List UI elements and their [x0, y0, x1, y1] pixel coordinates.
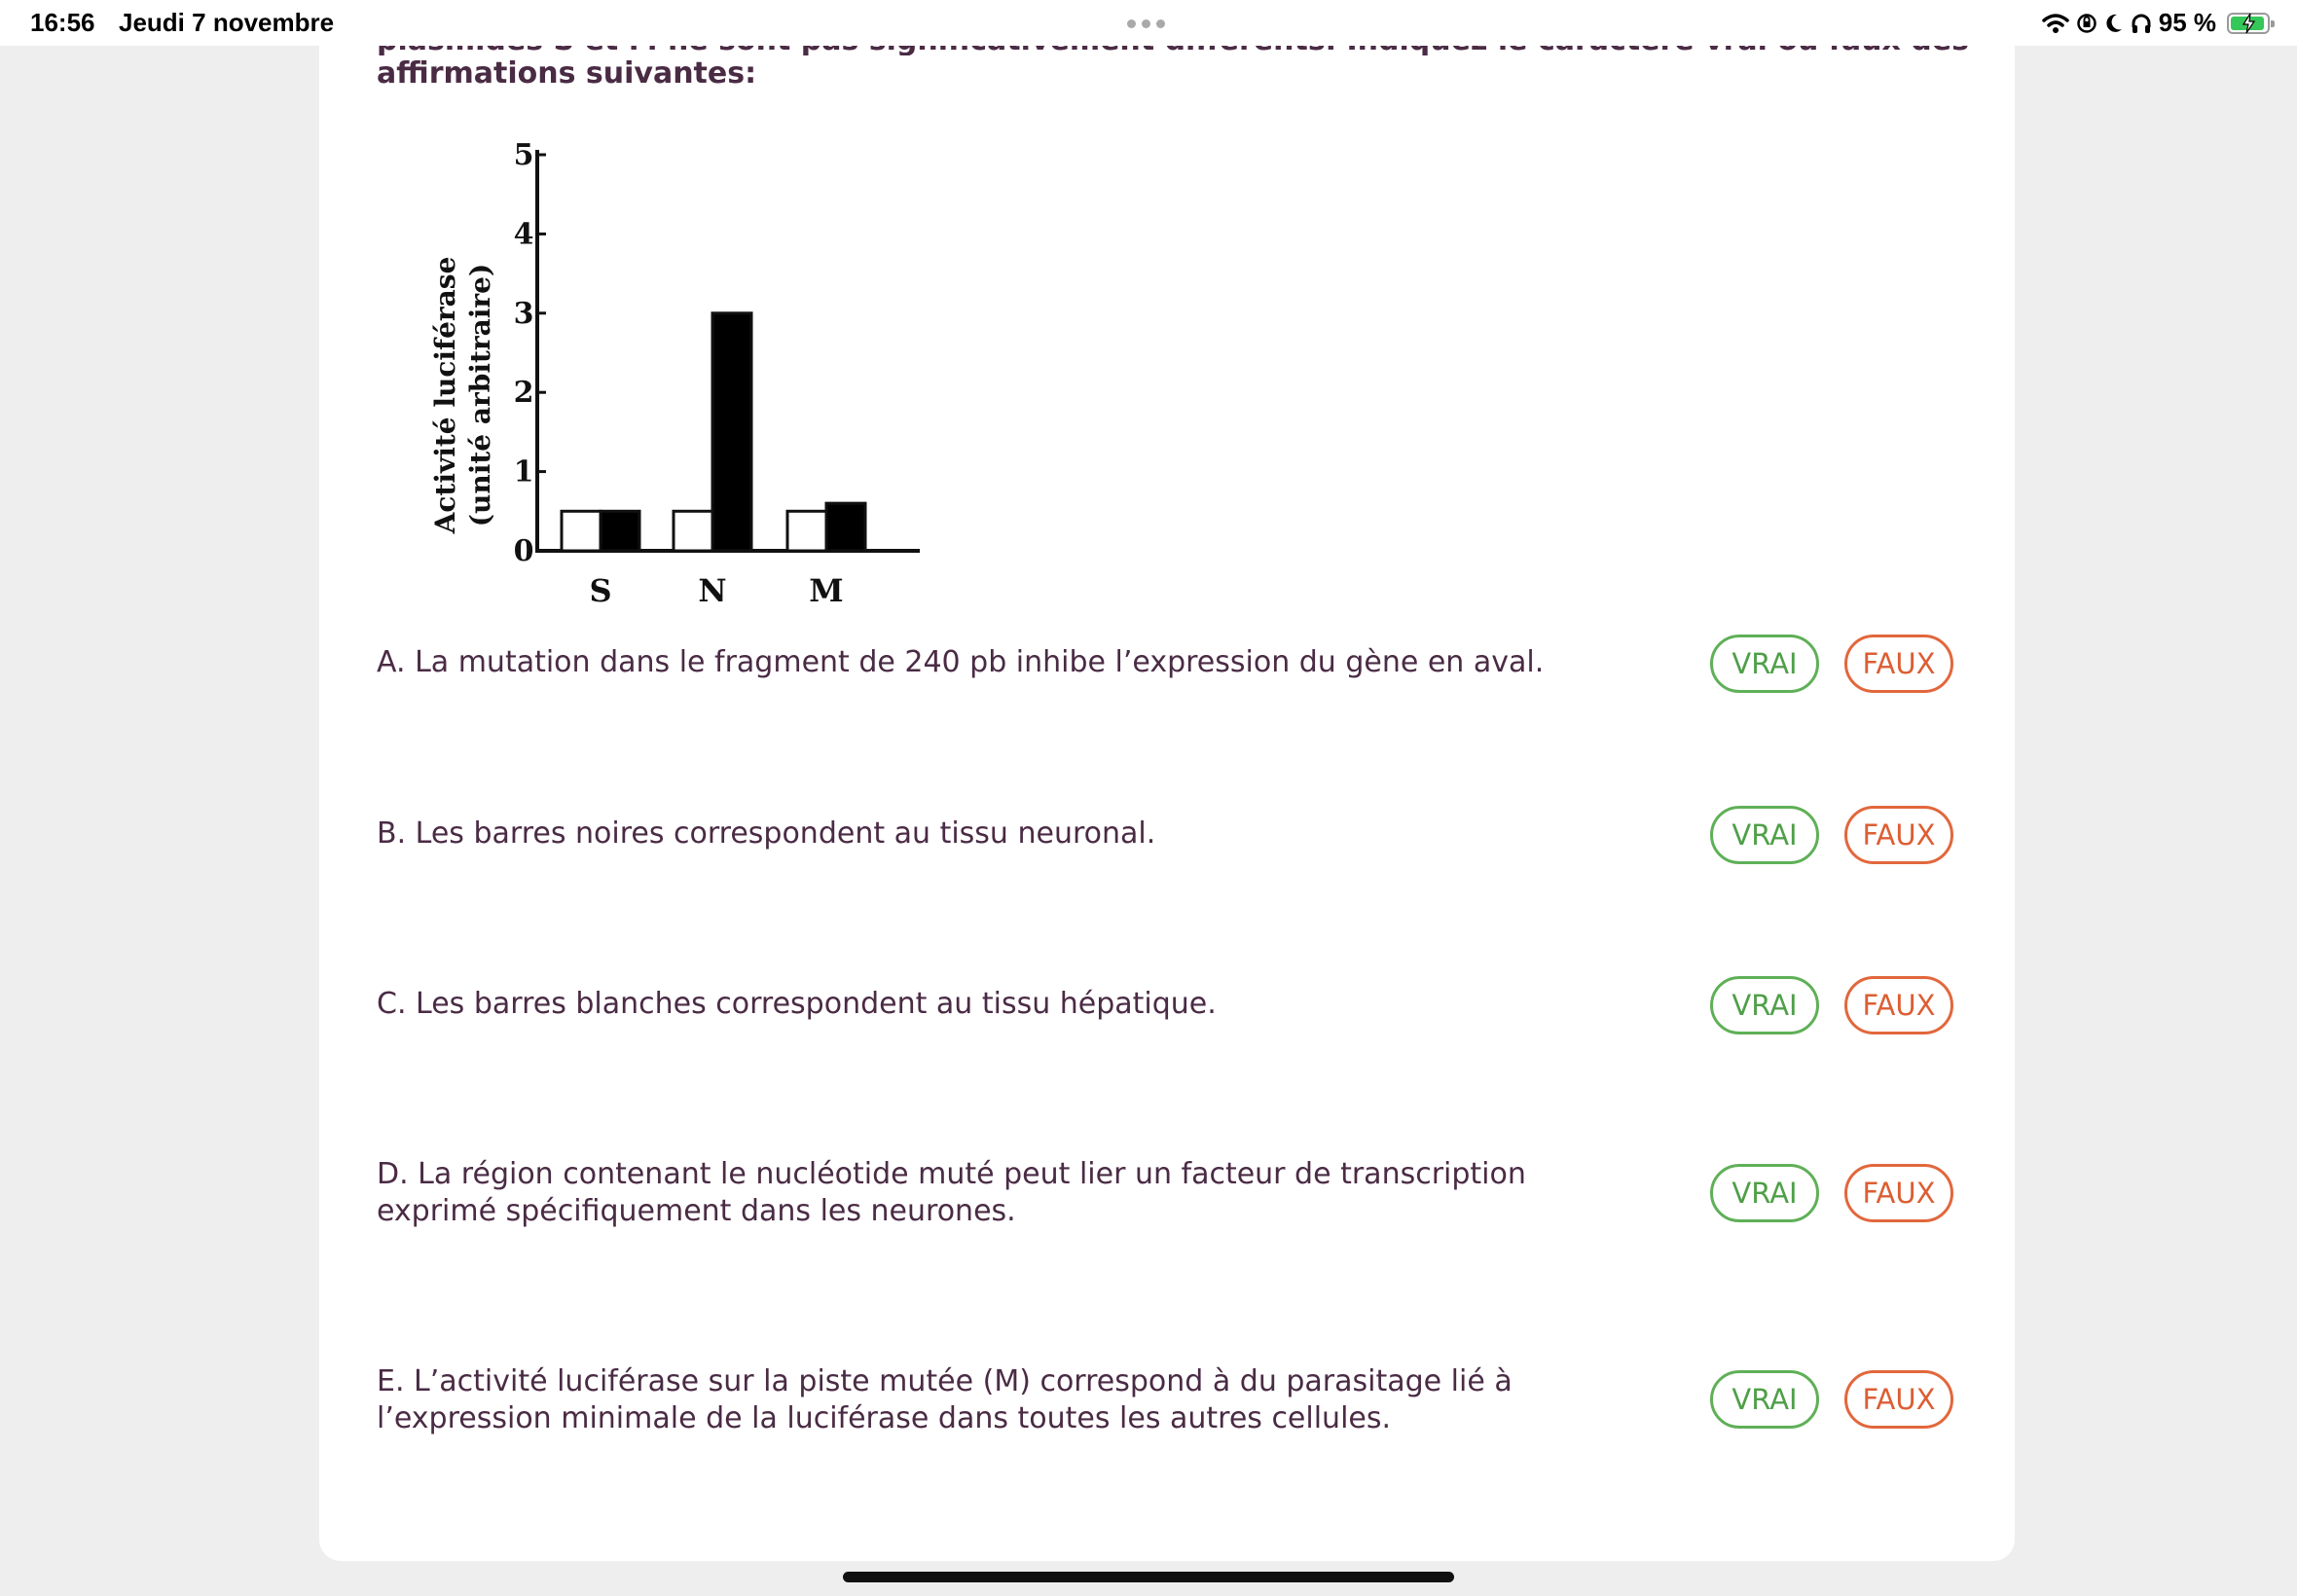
- y-tick-label: 4: [513, 217, 534, 252]
- battery-percent: 95 %: [2158, 8, 2216, 37]
- multitasking-dots-icon[interactable]: [1127, 19, 1165, 28]
- rotation-lock-icon: [2076, 13, 2097, 34]
- question-c: C. Les barres blanches correspondent au tissu hépatique.: [377, 987, 1217, 1021]
- y-tick-label: 2: [513, 376, 534, 411]
- status-time: 16:56: [30, 8, 95, 37]
- vrai-button-b[interactable]: VRAI: [1710, 806, 1819, 864]
- wifi-icon: [2042, 13, 2069, 34]
- faux-button-e[interactable]: FAUX: [1844, 1370, 1953, 1429]
- question-b: B. Les barres noires correspondent au tissu neuronal.: [377, 816, 1156, 851]
- bar-S-white: [562, 511, 601, 551]
- bar-N-white: [674, 511, 712, 551]
- question-d: D. La région contenant le nucléotide muté peut lier un facteur de transcription exprimé spécifiquement dans les neurones.: [377, 1157, 1526, 1228]
- vrai-button-c[interactable]: VRAI: [1710, 976, 1819, 1034]
- x-tick-label: S: [589, 572, 612, 609]
- y-axis-label-line-2: (unité arbitraire): [464, 263, 496, 527]
- x-tick-label: N: [698, 572, 727, 609]
- faux-button-b[interactable]: FAUX: [1844, 806, 1953, 864]
- intro-line-2: affirmations suivantes:: [377, 56, 757, 91]
- moon-icon: [2104, 13, 2124, 34]
- y-tick-label: 0: [513, 534, 534, 568]
- status-date: Jeudi 7 novembre: [119, 8, 335, 37]
- y-tick-label: 3: [513, 296, 534, 331]
- status-indicators: [2042, 8, 2270, 38]
- headphones-icon: [2131, 13, 2152, 34]
- home-indicator[interactable]: [843, 1572, 1454, 1582]
- y-tick-label: 5: [513, 138, 534, 172]
- vrai-button-a[interactable]: VRAI: [1710, 635, 1819, 693]
- y-axis-label-line-1: Activité luciférase: [429, 256, 461, 534]
- y-tick-label: 1: [513, 454, 534, 490]
- status-bar: [0, 0, 2297, 46]
- bar-S-black: [601, 511, 639, 551]
- bar-M-white: [787, 511, 826, 551]
- faux-button-c[interactable]: FAUX: [1844, 976, 1953, 1034]
- bar-N-black: [712, 313, 751, 551]
- question-a: A. La mutation dans le fragment de 240 pb inhibe l’expression du gène en aval.: [377, 645, 1545, 679]
- vrai-button-e[interactable]: VRAI: [1710, 1370, 1819, 1429]
- vrai-button-d[interactable]: VRAI: [1710, 1164, 1819, 1222]
- luciferase-chart: [394, 136, 939, 627]
- faux-button-d[interactable]: FAUX: [1844, 1164, 1953, 1222]
- battery-icon: [2227, 13, 2270, 34]
- faux-button-a[interactable]: FAUX: [1844, 635, 1953, 693]
- question-e: E. L’activité luciférase sur la piste mutée (M) correspond à du parasitage lié à l’expression minimale de la luciférase dans toutes les autres cellules.: [377, 1364, 1513, 1435]
- x-tick-label: M: [809, 572, 844, 609]
- bar-M-black: [826, 503, 865, 551]
